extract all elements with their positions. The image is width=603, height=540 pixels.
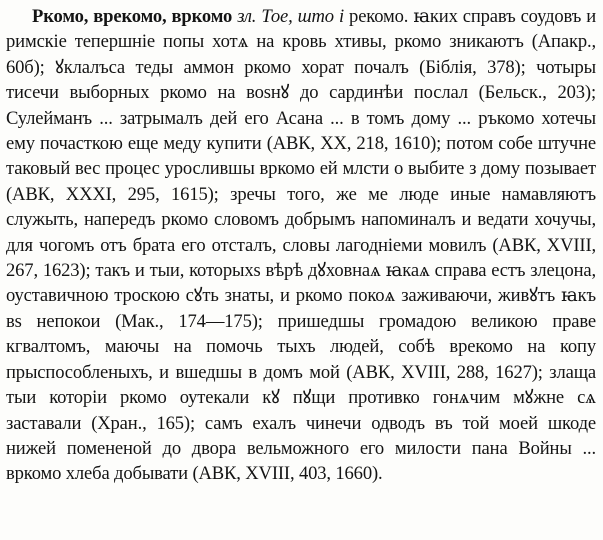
grammar-label: зл. <box>237 6 257 27</box>
dictionary-entry <box>6 4 596 487</box>
entry-body: рекомо. ꙗких справъ соудовъ и римскіе тепершніе попы хотѧ на кровь хтивы, ркомо зникаютъ (Апакр., 60б); ꙋклалъса теды аммон ркомо хорат почалъ (Біблія, 378); чотыры тисечи выборныx ркомо на воѕнꙋ до сардинѣи послал (Бельск., 203); Сулейманъ ... затрымалъ дей его Асана ... в томъ дому ... ръкомо хотечы ему почасткою еще меду купити (АВК, XX, 218, 1610); потом собе штучне таковый вес процес урослившы вркомо ей млсти о выбите з дому позывает (АВК, XXXI, 295, 1615); зречы того, же ме люде иные намавляютъ служыть, напередъ ркомо словомъ добрымъ напоминалъ и ведати хочучы, для чогомъ отъ брата его отсталъ, словы лагодніеми мовилъ (АВК, XVIII, 267, 1623); такъ и тыи, которыхѕ вѣрѣ дꙋховнаѧ ꙗкаѧ справа естъ злецона, оуставичною трoскою сꙋть знаты, и ркомо покоѧ заживаючи, живꙋтъ ꙗкъ вѕ непокои (Мак., 174—175); пришедшы громадою великою праве кгвалтомъ, маючы на помочь тыхъ людей, собѣ врекомо на копу прыспособленыхъ, и вшедшы в домъ мой (АВК, XVIII, 288, 1627); злаща тыи которіи ркомо оутекали кꙋ пꙋщи противко гонѧчим мꙋжне сѧ заставали (Хран., 165); самъ ехалъ чинечи одводъ въ той моей шкоде нижей помененой до двора вельможного его милости пана Войны ... вркомо хлеба добывати (АВК, XVIII, 403, 1660). <box>6 6 597 485</box>
entry-headword: Ркомо, врекомо, вркомо <box>32 6 233 27</box>
entry-gloss: Тое, што і <box>261 6 345 27</box>
